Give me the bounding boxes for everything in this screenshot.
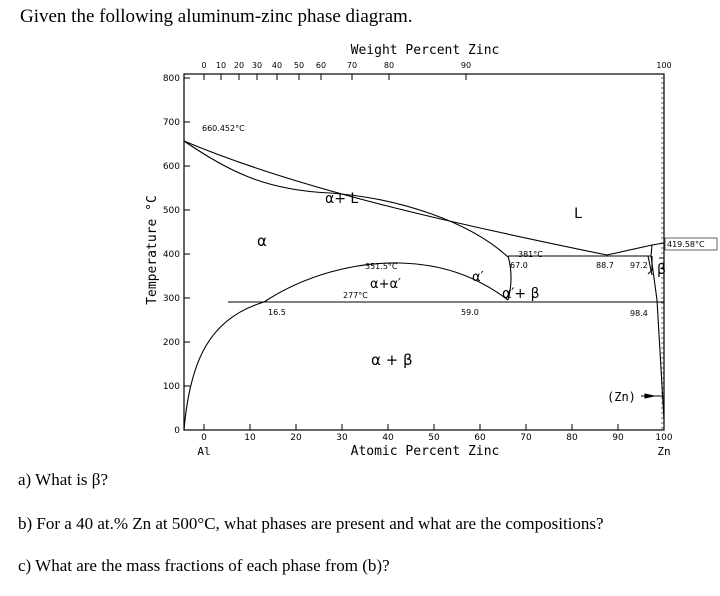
liquidus-line: [184, 141, 607, 255]
bottom-tick-label: 70: [520, 433, 532, 443]
bottom-axis-title: Atomic Percent Zinc: [350, 444, 500, 459]
monotectoid-temp-label: 351.5°C: [365, 262, 398, 271]
top-axis-title: Weight Percent Zinc: [350, 43, 500, 58]
top-tick-label: 30: [251, 61, 263, 70]
left-tick-label: 800: [162, 74, 180, 84]
left-tick-label: 300: [162, 294, 180, 304]
bottom-axis-ticks: [201, 424, 673, 443]
bottom-tick-label: 100: [655, 433, 673, 443]
bottom-tick-label: 60: [474, 433, 486, 443]
left-tick-label: 400: [162, 250, 180, 260]
comp-98-label: 98.4: [630, 309, 648, 318]
region-zn: (Zn): [607, 390, 636, 404]
eutectic-temp-label: 381°C: [518, 250, 543, 259]
problem-heading: Given the following aluminum-zinc phase diagram.: [20, 6, 413, 27]
left-tick-label: 200: [162, 338, 180, 348]
region-alpha-prime: α′: [472, 270, 484, 285]
comp-88-label: 88.7: [596, 261, 614, 270]
left-tick-label: 700: [162, 118, 180, 128]
comp-67-label: 67.0: [510, 261, 528, 270]
left-tick-label: 600: [162, 162, 180, 172]
top-axis-ticks: [201, 61, 671, 80]
zn-melt-label: 419.58°C: [667, 240, 705, 249]
region-liquid: L: [574, 206, 583, 222]
question-b: b) For a 40 at.% Zn at 500°C, what phases are present and what are the compositions?: [18, 514, 604, 533]
top-tick-label: 0: [201, 61, 207, 70]
eutectoid-temp-label: 277°C: [343, 291, 368, 300]
region-alpha-beta: α + β: [371, 351, 413, 369]
top-tick-label: 100: [656, 61, 672, 70]
comp-16-label: 16.5: [268, 308, 286, 317]
left-axis-title: Temperature °C: [145, 195, 160, 305]
region-alpha-prime-beta: α′+ β: [502, 286, 540, 302]
zn-label: Zn: [657, 445, 671, 458]
comp-97-label: 97.2: [630, 261, 648, 270]
al-label: Al: [197, 445, 211, 458]
bottom-tick-label: 10: [244, 433, 256, 443]
bottom-tick-label: 20: [290, 433, 302, 443]
left-axis-ticks: [163, 74, 190, 436]
top-tick-label: 70: [346, 61, 358, 70]
top-tick-label: 10: [215, 61, 227, 70]
bottom-tick-label: 30: [336, 433, 348, 443]
comp-59-label: 59.0: [461, 308, 479, 317]
left-tick-label: 100: [162, 382, 180, 392]
zn-liquidus-line: [607, 243, 664, 255]
region-alpha: α: [257, 232, 267, 250]
bottom-tick-label: 40: [382, 433, 394, 443]
phase-boundaries: [184, 141, 664, 430]
question-a: a) What is β?: [18, 470, 108, 489]
region-alpha-liquid: α+ L: [325, 191, 359, 207]
top-tick-label: 80: [383, 61, 395, 70]
top-tick-label: 40: [271, 61, 283, 70]
bottom-tick-label: 90: [612, 433, 624, 443]
left-tick-label: 0: [174, 426, 180, 436]
bottom-tick-label: 50: [428, 433, 440, 443]
top-tick-label: 90: [460, 61, 472, 70]
region-beta: β: [657, 262, 666, 278]
region-alpha-alpha-prime: α+α′: [370, 277, 401, 292]
top-tick-label: 60: [315, 61, 327, 70]
top-tick-label: 20: [233, 61, 245, 70]
al-solvus-line: [184, 302, 264, 430]
bottom-tick-label: 80: [566, 433, 578, 443]
bottom-tick-label: 0: [201, 433, 207, 443]
question-c: c) What are the mass fractions of each phase from (b)?: [18, 556, 390, 575]
left-tick-label: 500: [162, 206, 180, 216]
al-melt-label: 660.452°C: [202, 124, 245, 133]
top-tick-label: 50: [293, 61, 305, 70]
